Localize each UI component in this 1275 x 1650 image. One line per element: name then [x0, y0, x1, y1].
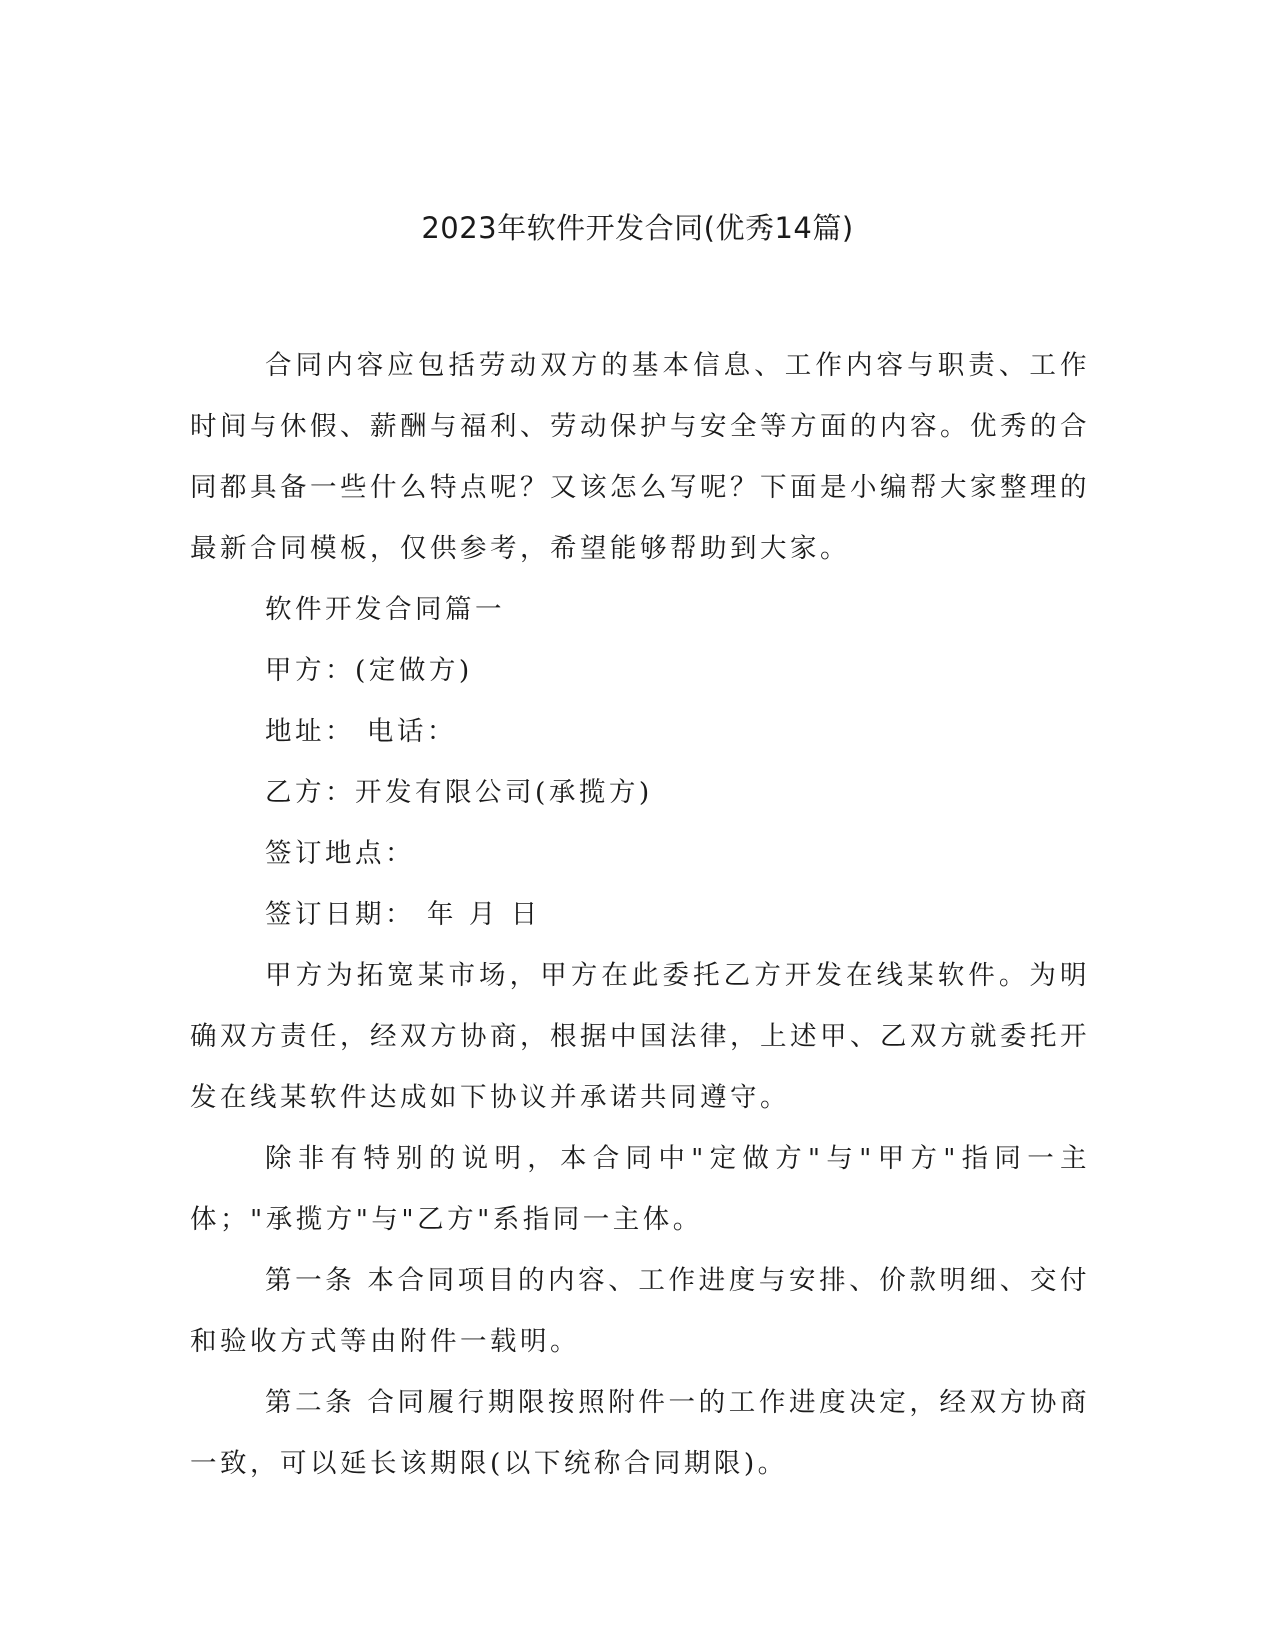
intro-paragraph: 合同内容应包括劳动双方的基本信息、工作内容与职责、工作时间与休假、薪酬与福利、劳动保护与安全等方面的内容。优秀的合同都具备一些什么特点呢？又该怎么写呢？下面是小编帮大家整理的最新合同模板，仅供参考，希望能够帮助到大家。: [190, 350, 1090, 564]
signing-date-line: 签订日期： 年 月 日: [265, 899, 541, 930]
definition-paragraph: 除非有特别的说明，本合同中"定做方"与"甲方"指同一主体；"承揽方"与"乙方"系指同一主体。: [190, 1143, 1090, 1235]
document-body: [190, 335, 1090, 1494]
party-b-line: 乙方：开发有限公司(承揽方): [265, 777, 653, 808]
address-phone-line: 地址： 电话：: [265, 716, 457, 747]
section-heading-1: 软件开发合同篇一: [265, 594, 505, 625]
signing-place-line: 签订地点：: [265, 838, 415, 869]
document-title: 2023年软件开发合同(优秀14篇): [421, 211, 854, 245]
party-a-line: 甲方：(定做方): [265, 655, 473, 686]
article-1-paragraph: 第一条 本合同项目的内容、工作进度与安排、价款明细、交付和验收方式等由附件一载明。: [190, 1265, 1090, 1357]
article-2-paragraph: 第二条 合同履行期限按照附件一的工作进度决定，经双方协商一致，可以延长该期限(以下统称合同期限)。: [190, 1387, 1090, 1479]
purpose-paragraph: 甲方为拓宽某市场，甲方在此委托乙方开发在线某软件。为明确双方责任，经双方协商，根据中国法律，上述甲、乙双方就委托开发在线某软件达成如下协议并承诺共同遵守。: [190, 960, 1090, 1113]
